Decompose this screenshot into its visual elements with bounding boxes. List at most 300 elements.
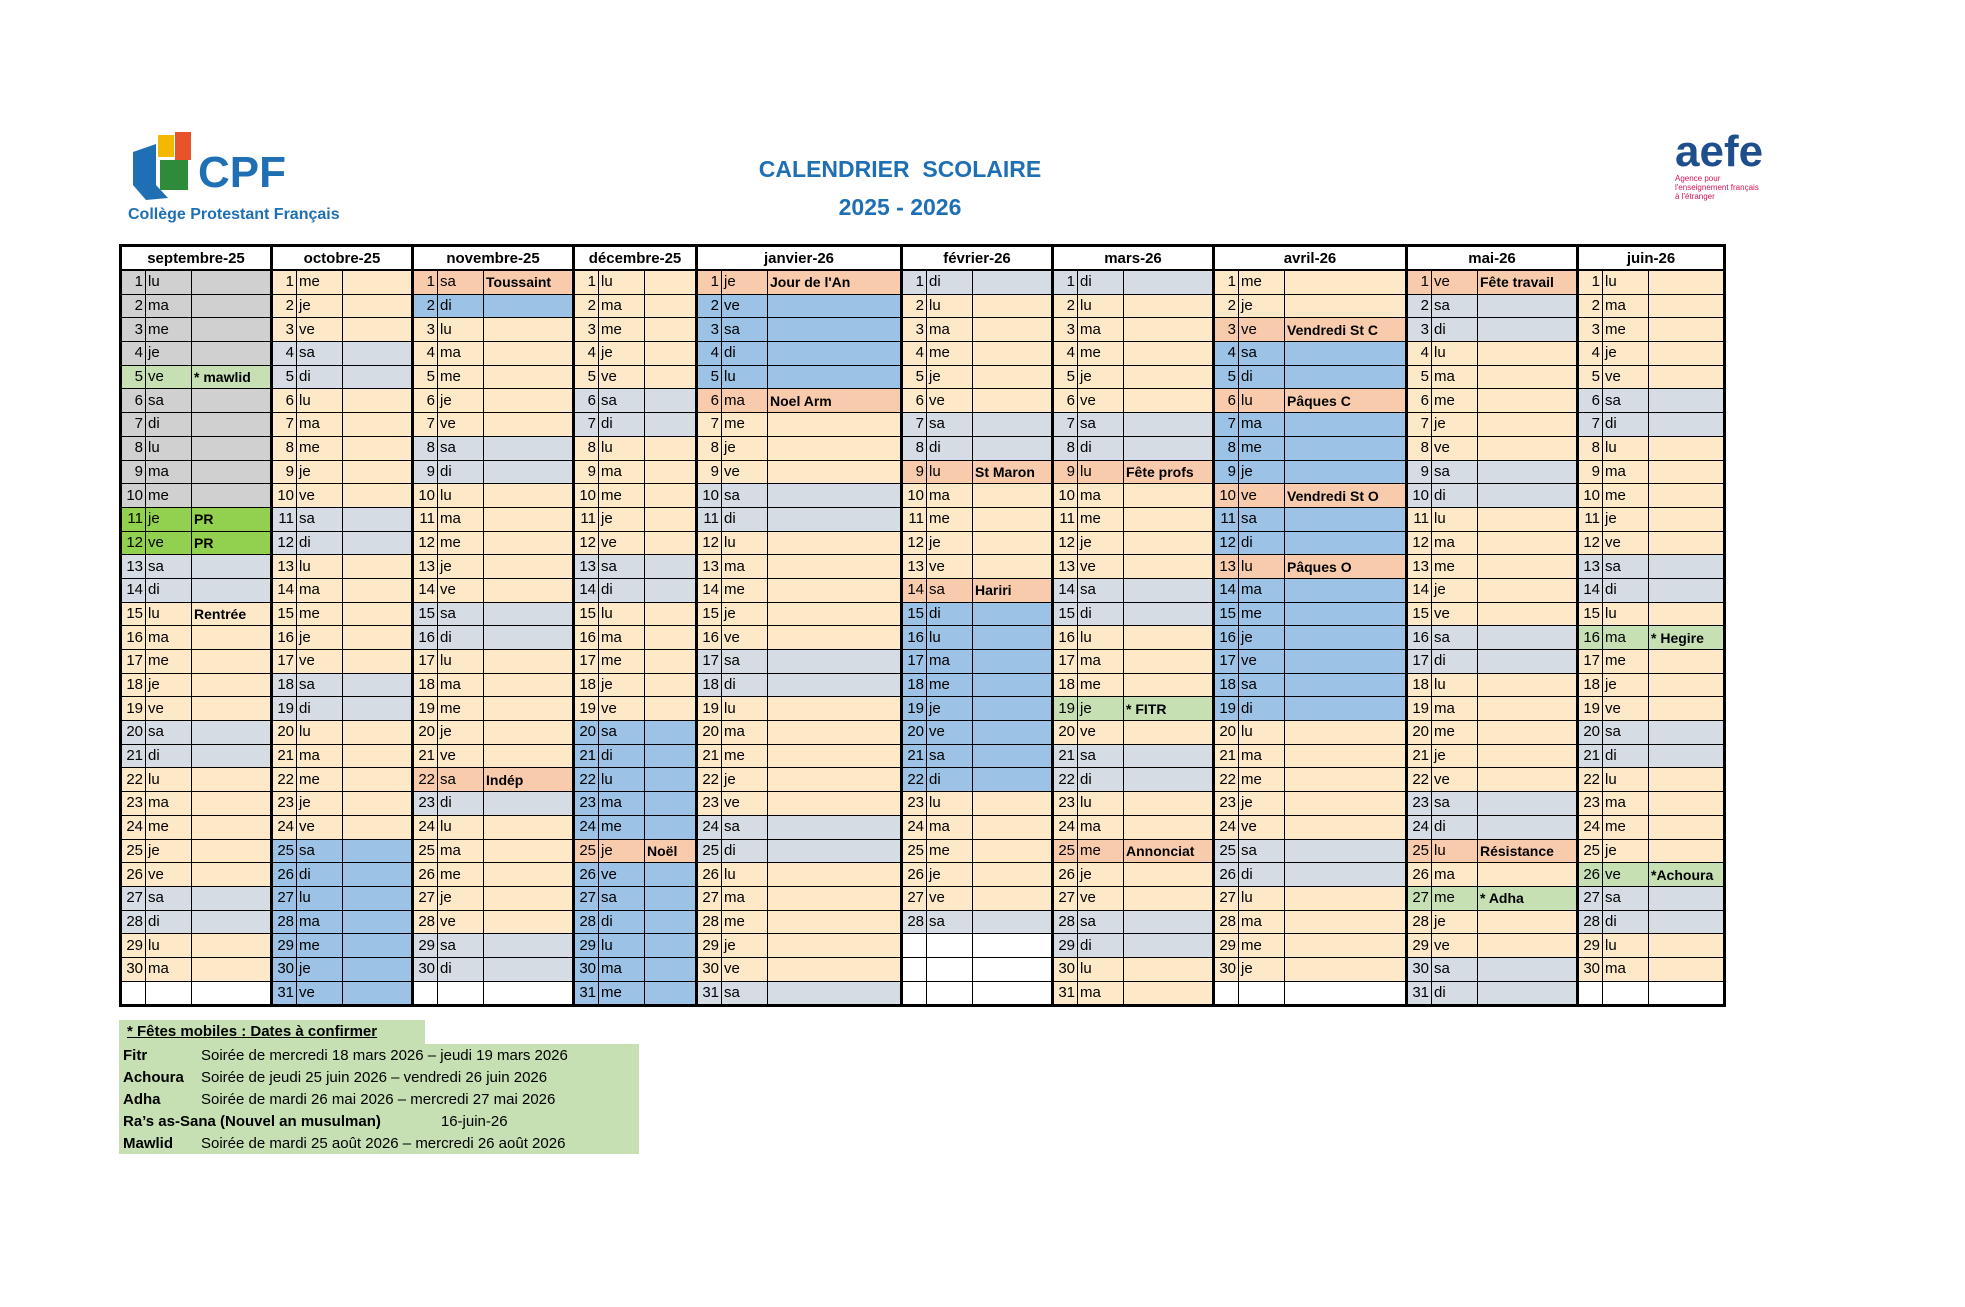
weekday: me (1432, 721, 1478, 745)
weekday: me (438, 863, 484, 887)
day-event (1649, 673, 1725, 697)
day-number: 18 (413, 673, 438, 697)
day-event (1285, 886, 1407, 910)
day-number: 26 (272, 863, 297, 887)
day-event: Fête profs (1124, 460, 1214, 484)
day-event (343, 270, 413, 294)
weekday: lu (146, 602, 192, 626)
day-event (343, 839, 413, 863)
calendar-row (121, 318, 1725, 342)
day-event (1285, 768, 1407, 792)
day-number: 22 (1214, 768, 1239, 792)
weekday: di (1603, 910, 1649, 934)
day-event (1478, 578, 1578, 602)
weekday: sa (1078, 910, 1124, 934)
day-event (768, 721, 902, 745)
day-event (1285, 957, 1407, 981)
day-event (1478, 792, 1578, 816)
day-number: 7 (413, 413, 438, 437)
cpf-logo-subtitle: Collège Protestant Français (128, 206, 340, 223)
weekday: ma (1432, 365, 1478, 389)
weekday: ve (1432, 270, 1478, 294)
day-number: 4 (413, 342, 438, 366)
day-event (1649, 436, 1725, 460)
day-number: 17 (697, 650, 722, 674)
day-event (1124, 507, 1214, 531)
day-event (645, 815, 697, 839)
day-event (1478, 342, 1578, 366)
weekday: sa (1078, 578, 1124, 602)
day-number: 1 (1214, 270, 1239, 294)
weekday: di (599, 744, 645, 768)
day-event: Toussaint (484, 270, 574, 294)
weekday (1603, 981, 1649, 1006)
day-event (1285, 270, 1407, 294)
weekday: sa (297, 839, 343, 863)
day-event (1649, 413, 1725, 437)
day-number: 24 (1053, 815, 1078, 839)
weekday: di (1078, 436, 1124, 460)
day-event (484, 531, 574, 555)
weekday: me (1432, 389, 1478, 413)
day-event (645, 721, 697, 745)
day-event (1478, 365, 1578, 389)
day-event (768, 650, 902, 674)
day-event (973, 436, 1053, 460)
weekday: lu (1239, 721, 1285, 745)
weekday: ma (599, 957, 645, 981)
day-event (645, 365, 697, 389)
day-number: 6 (121, 389, 146, 413)
weekday: me (297, 768, 343, 792)
day-event (768, 555, 902, 579)
day-event (768, 768, 902, 792)
day-event (973, 886, 1053, 910)
day-event (973, 555, 1053, 579)
day-number: 4 (121, 342, 146, 366)
day-event (192, 318, 272, 342)
weekday: je (438, 555, 484, 579)
weekday: ve (297, 981, 343, 1006)
weekday: je (1603, 839, 1649, 863)
day-event (973, 792, 1053, 816)
day-event (343, 697, 413, 721)
day-number: 4 (902, 342, 927, 366)
calendar-row (121, 413, 1725, 437)
day-event (768, 507, 902, 531)
weekday: sa (1239, 839, 1285, 863)
weekday: je (1078, 365, 1124, 389)
weekday: me (1078, 342, 1124, 366)
day-number: 13 (413, 555, 438, 579)
day-number: 9 (574, 460, 599, 484)
day-number: 6 (902, 389, 927, 413)
weekday: ma (722, 555, 768, 579)
day-event (1478, 318, 1578, 342)
day-number: 2 (902, 294, 927, 318)
day-number: 27 (1053, 886, 1078, 910)
day-number: 10 (1214, 484, 1239, 508)
day-event (1285, 910, 1407, 934)
weekday: lu (722, 531, 768, 555)
weekday: je (1078, 531, 1124, 555)
day-event (343, 957, 413, 981)
weekday: di (927, 270, 973, 294)
day-event (1285, 531, 1407, 555)
day-event (1649, 555, 1725, 579)
weekday: lu (438, 815, 484, 839)
day-number: 20 (121, 721, 146, 745)
day-event (768, 744, 902, 768)
day-event (1649, 792, 1725, 816)
weekday (927, 981, 973, 1006)
weekday: me (722, 578, 768, 602)
day-number: 26 (1214, 863, 1239, 887)
day-event (484, 839, 574, 863)
day-number: 31 (1407, 981, 1432, 1006)
legend-table (119, 1044, 639, 1154)
weekday: ma (146, 792, 192, 816)
day-event (973, 484, 1053, 508)
weekday: ve (438, 578, 484, 602)
weekday: me (599, 484, 645, 508)
day-event: * mawlid (192, 365, 272, 389)
day-event (343, 981, 413, 1006)
day-event (1478, 650, 1578, 674)
day-number: 11 (902, 507, 927, 531)
day-number: 28 (121, 910, 146, 934)
day-number: 14 (1407, 578, 1432, 602)
weekday: lu (146, 934, 192, 958)
day-number: 31 (1053, 981, 1078, 1006)
weekday: je (1239, 460, 1285, 484)
day-event: Annonciat (1124, 839, 1214, 863)
day-number: 12 (272, 531, 297, 555)
weekday: me (1239, 768, 1285, 792)
day-number: 29 (1407, 934, 1432, 958)
day-number: 3 (1407, 318, 1432, 342)
day-number: 28 (902, 910, 927, 934)
day-number: 28 (1053, 910, 1078, 934)
day-number: 23 (272, 792, 297, 816)
weekday: ma (1239, 744, 1285, 768)
weekday: sa (297, 673, 343, 697)
day-event (343, 744, 413, 768)
day-number: 22 (697, 768, 722, 792)
day-number: 8 (902, 436, 927, 460)
day-event (1649, 602, 1725, 626)
weekday: di (438, 294, 484, 318)
day-number: 28 (1407, 910, 1432, 934)
day-number: 2 (272, 294, 297, 318)
day-number: 19 (1214, 697, 1239, 721)
day-number: 6 (574, 389, 599, 413)
day-event (1124, 294, 1214, 318)
weekday: me (599, 318, 645, 342)
day-number: 9 (1214, 460, 1239, 484)
weekday: di (1078, 270, 1124, 294)
day-event (973, 365, 1053, 389)
day-number: 14 (1053, 578, 1078, 602)
day-event (1285, 934, 1407, 958)
day-event (1649, 721, 1725, 745)
weekday: me (438, 697, 484, 721)
day-number: 1 (902, 270, 927, 294)
weekday: sa (1603, 389, 1649, 413)
day-event (645, 957, 697, 981)
day-number: 28 (1214, 910, 1239, 934)
day-number: 17 (121, 650, 146, 674)
weekday: ma (599, 792, 645, 816)
weekday: sa (438, 768, 484, 792)
weekday: ve (297, 318, 343, 342)
weekday: lu (1432, 342, 1478, 366)
day-event (1649, 365, 1725, 389)
weekday: sa (722, 318, 768, 342)
weekday: sa (599, 389, 645, 413)
day-number: 6 (1578, 389, 1603, 413)
weekday: ma (1603, 460, 1649, 484)
weekday: ma (1078, 981, 1124, 1006)
day-number: 29 (697, 934, 722, 958)
day-event (1649, 815, 1725, 839)
day-number: 18 (1053, 673, 1078, 697)
day-number: 16 (1407, 626, 1432, 650)
day-number: 30 (272, 957, 297, 981)
weekday: ma (927, 650, 973, 674)
day-number: 2 (1578, 294, 1603, 318)
weekday: di (1432, 484, 1478, 508)
weekday: ma (1078, 318, 1124, 342)
day-number: 21 (1214, 744, 1239, 768)
day-event (343, 531, 413, 555)
weekday: lu (297, 721, 343, 745)
day-number: 19 (413, 697, 438, 721)
calendar-row (121, 863, 1725, 887)
day-event (1124, 981, 1214, 1006)
day-number: 11 (1578, 507, 1603, 531)
weekday: sa (927, 744, 973, 768)
day-number: 30 (1578, 957, 1603, 981)
day-number: 26 (413, 863, 438, 887)
legend-key: Adha (123, 1090, 161, 1108)
weekday: ve (722, 957, 768, 981)
day-number: 19 (272, 697, 297, 721)
weekday: ve (146, 531, 192, 555)
day-event (973, 342, 1053, 366)
day-number: 22 (574, 768, 599, 792)
day-number: 30 (413, 957, 438, 981)
day-event (484, 507, 574, 531)
weekday: ve (722, 460, 768, 484)
day-number: 7 (1578, 413, 1603, 437)
day-number: 18 (697, 673, 722, 697)
day-number: 30 (1214, 957, 1239, 981)
month-header-row (121, 246, 1725, 271)
weekday: ve (1603, 531, 1649, 555)
weekday: sa (927, 413, 973, 437)
day-number: 15 (574, 602, 599, 626)
weekday: di (927, 436, 973, 460)
day-number: 3 (574, 318, 599, 342)
weekday: ve (1078, 886, 1124, 910)
day-number: 28 (697, 910, 722, 934)
day-event (973, 389, 1053, 413)
day-event (1285, 673, 1407, 697)
weekday: di (1603, 744, 1649, 768)
day-number: 13 (574, 555, 599, 579)
day-number (121, 981, 146, 1006)
day-number: 26 (1578, 863, 1603, 887)
day-event (973, 270, 1053, 294)
day-number: 5 (1053, 365, 1078, 389)
day-number: 14 (1578, 578, 1603, 602)
day-event (192, 555, 272, 579)
weekday: je (297, 626, 343, 650)
day-number: 18 (272, 673, 297, 697)
day-event (645, 507, 697, 531)
calendar-row (121, 389, 1725, 413)
day-event (645, 673, 697, 697)
day-event (768, 957, 902, 981)
weekday: ma (1078, 650, 1124, 674)
weekday: sa (1603, 555, 1649, 579)
day-event (1478, 507, 1578, 531)
day-number: 26 (1053, 863, 1078, 887)
day-number: 27 (272, 886, 297, 910)
weekday: sa (438, 270, 484, 294)
day-number (902, 934, 927, 958)
day-event (192, 436, 272, 460)
day-number: 5 (697, 365, 722, 389)
day-event (484, 626, 574, 650)
day-event (645, 389, 697, 413)
day-number: 4 (1578, 342, 1603, 366)
day-number: 1 (1407, 270, 1432, 294)
day-number: 9 (1578, 460, 1603, 484)
calendar-row (121, 815, 1725, 839)
weekday: je (722, 768, 768, 792)
day-event (645, 484, 697, 508)
day-number: 24 (697, 815, 722, 839)
day-event (1285, 815, 1407, 839)
weekday: je (146, 673, 192, 697)
day-number: 17 (1578, 650, 1603, 674)
weekday: me (1078, 673, 1124, 697)
day-event (645, 981, 697, 1006)
day-number: 24 (1578, 815, 1603, 839)
day-number: 27 (574, 886, 599, 910)
legend-text: Soirée de jeudi 25 juin 2026 – vendredi 26 juin 2026 (201, 1068, 548, 1086)
day-event (343, 436, 413, 460)
weekday: di (1432, 318, 1478, 342)
day-number: 16 (1053, 626, 1078, 650)
day-event (1649, 507, 1725, 531)
weekday: lu (599, 270, 645, 294)
day-number: 16 (902, 626, 927, 650)
page-title (700, 150, 1100, 226)
weekday: lu (146, 270, 192, 294)
weekday: me (1239, 934, 1285, 958)
day-number: 2 (121, 294, 146, 318)
day-number: 9 (121, 460, 146, 484)
day-event (1124, 957, 1214, 981)
day-number: 13 (121, 555, 146, 579)
weekday: ma (1239, 413, 1285, 437)
weekday: ve (599, 365, 645, 389)
day-number: 11 (697, 507, 722, 531)
day-number: 30 (1053, 957, 1078, 981)
day-event (343, 792, 413, 816)
day-number: 21 (1053, 744, 1078, 768)
month-header: octobre-25 (272, 246, 413, 271)
day-event (192, 342, 272, 366)
weekday: ma (599, 626, 645, 650)
day-event (768, 578, 902, 602)
day-event (1285, 839, 1407, 863)
day-event (1285, 863, 1407, 887)
day-event (1124, 365, 1214, 389)
day-number: 29 (121, 934, 146, 958)
day-number: 7 (1407, 413, 1432, 437)
day-event (1285, 697, 1407, 721)
day-event (645, 744, 697, 768)
day-number: 15 (1214, 602, 1239, 626)
weekday: sa (1239, 342, 1285, 366)
day-number: 11 (1407, 507, 1432, 531)
calendar-row (121, 981, 1725, 1006)
day-number: 8 (1053, 436, 1078, 460)
day-event (343, 413, 413, 437)
day-number: 27 (1578, 886, 1603, 910)
day-event (973, 910, 1053, 934)
day-number: 15 (1053, 602, 1078, 626)
aefe-logo-sub1: Agence pour (1675, 174, 1721, 183)
day-event (973, 839, 1053, 863)
day-event (1124, 555, 1214, 579)
legend-text: Soirée de mardi 25 août 2026 – mercredi 26 août 2026 (201, 1134, 566, 1152)
day-event: Noel Arm (768, 389, 902, 413)
day-number: 25 (902, 839, 927, 863)
day-event (1285, 507, 1407, 531)
day-number: 20 (1407, 721, 1432, 745)
day-event (192, 673, 272, 697)
weekday: me (722, 910, 768, 934)
day-event: Rentrée (192, 602, 272, 626)
day-event (192, 650, 272, 674)
calendar-row (121, 365, 1725, 389)
weekday: lu (927, 460, 973, 484)
weekday: sa (599, 555, 645, 579)
day-number: 24 (272, 815, 297, 839)
day-number: 11 (413, 507, 438, 531)
weekday: lu (1078, 957, 1124, 981)
day-event (1285, 792, 1407, 816)
day-number: 28 (574, 910, 599, 934)
day-number: 14 (902, 578, 927, 602)
day-event: Pâques C (1285, 389, 1407, 413)
day-event (1285, 721, 1407, 745)
weekday: ma (146, 294, 192, 318)
day-event (1285, 413, 1407, 437)
weekday: ma (927, 815, 973, 839)
legend-row (119, 1132, 639, 1154)
weekday: lu (1078, 626, 1124, 650)
weekday: di (927, 602, 973, 626)
weekday: ma (1239, 578, 1285, 602)
weekday: di (722, 342, 768, 366)
weekday: ma (927, 318, 973, 342)
